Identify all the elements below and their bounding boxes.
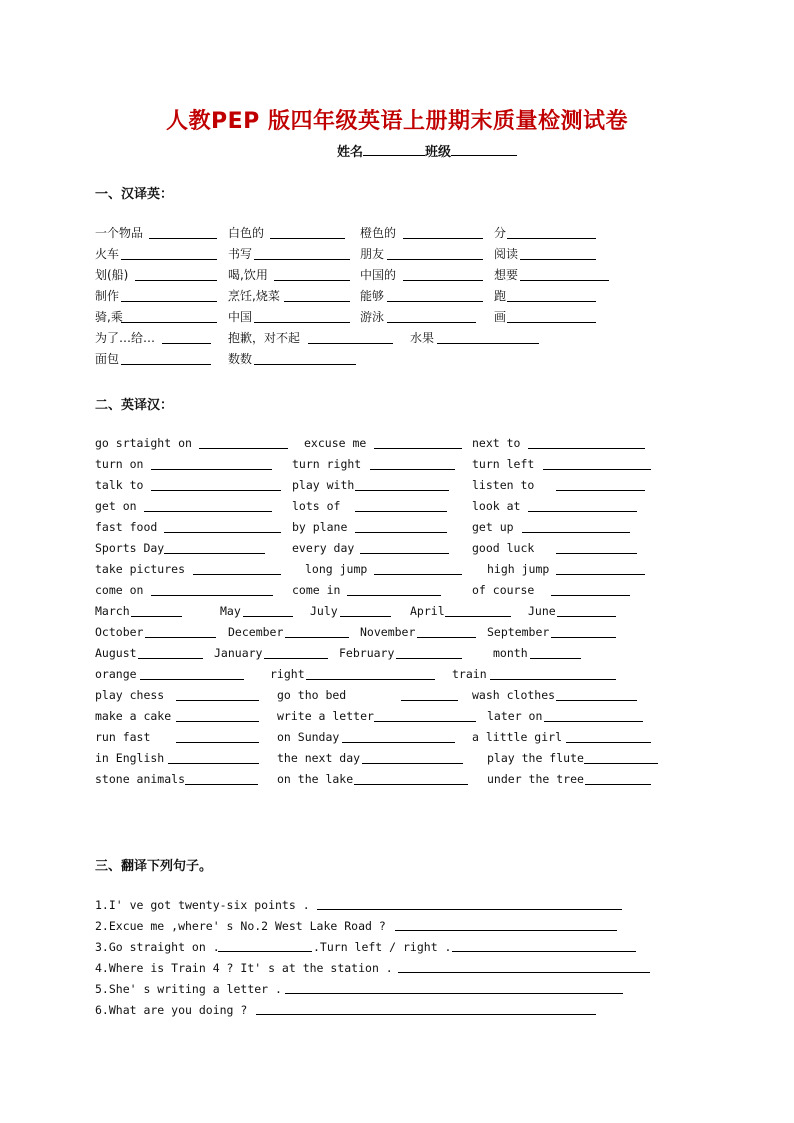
- en-phrase-label: the next day: [277, 751, 361, 765]
- name-label: 姓名: [337, 145, 364, 160]
- cn-word-label: 数数: [228, 352, 253, 366]
- answer-blank[interactable]: [151, 469, 272, 470]
- en-phrase-label: November: [360, 625, 416, 639]
- en-phrase-label: play with: [292, 478, 355, 492]
- en-phrase-label: right: [270, 667, 305, 681]
- en-phrase-label: get on: [95, 499, 137, 513]
- answer-blank[interactable]: [355, 511, 447, 512]
- cn-word-label: 画: [494, 310, 507, 324]
- cn-word-label: 烹饪,烧菜: [228, 289, 280, 303]
- answer-blank[interactable]: [528, 448, 645, 449]
- cn-word-label: 橙色的: [360, 226, 397, 240]
- name-class-line: [337, 141, 517, 160]
- en-phrase-label: under the tree: [487, 772, 584, 786]
- cn-word-label: 水果: [410, 331, 435, 345]
- en-phrase-label: every day: [292, 541, 355, 555]
- answer-blank[interactable]: [176, 721, 259, 722]
- answer-blank[interactable]: [507, 301, 596, 302]
- answer-blank[interactable]: [403, 238, 483, 239]
- answer-blank[interactable]: [185, 784, 258, 785]
- answer-blank[interactable]: [585, 784, 651, 785]
- en-phrase-label: next to: [472, 436, 521, 450]
- cn-word-label: 阅读: [494, 247, 519, 261]
- answer-blank[interactable]: [556, 574, 645, 575]
- en-phrase-label: come in: [292, 583, 341, 597]
- answer-blank[interactable]: [131, 616, 182, 617]
- en-phrase-label: of course: [472, 583, 535, 597]
- answer-blank[interactable]: [530, 658, 581, 659]
- answer-blank[interactable]: [308, 343, 393, 344]
- answer-blank[interactable]: [135, 280, 217, 281]
- en-phrase-label: listen to: [472, 478, 535, 492]
- answer-blank[interactable]: [490, 679, 616, 680]
- answer-blank[interactable]: [387, 259, 483, 260]
- answer-blank[interactable]: [121, 301, 217, 302]
- sentence-1: 1.I' ve got twenty-six points .: [95, 898, 310, 912]
- answer-blank[interactable]: [556, 700, 637, 701]
- answer-blank[interactable]: [199, 448, 288, 449]
- answer-blank[interactable]: [520, 259, 596, 260]
- answer-blank[interactable]: [445, 616, 511, 617]
- answer-blank[interactable]: [176, 742, 259, 743]
- en-phrase-label: April: [410, 604, 445, 618]
- en-phrase-label: lots of: [292, 499, 341, 513]
- answer-blank[interactable]: [164, 532, 281, 533]
- cn-word-label: 骑,乘: [95, 310, 123, 324]
- en-phrase-label: talk to: [95, 478, 144, 492]
- answer-blank[interactable]: [395, 930, 617, 931]
- cn-word-label: 面包: [95, 352, 120, 366]
- cn-word-label: 白色的: [228, 226, 265, 240]
- cn-word-label: 中国: [228, 310, 253, 324]
- answer-blank[interactable]: [151, 490, 281, 491]
- en-phrase-label: go srtaight on: [95, 436, 192, 450]
- class-field[interactable]: [451, 143, 517, 156]
- en-phrase-label: by plane: [292, 520, 348, 534]
- name-field[interactable]: [363, 143, 425, 156]
- answer-blank[interactable]: [528, 511, 637, 512]
- answer-blank[interactable]: [254, 322, 350, 323]
- answer-blank[interactable]: [398, 972, 650, 973]
- answer-blank[interactable]: [556, 490, 645, 491]
- cn-word-label: 游泳: [360, 310, 385, 324]
- answer-blank[interactable]: [243, 616, 293, 617]
- answer-blank[interactable]: [584, 763, 658, 764]
- en-phrase-label: orange: [95, 667, 137, 681]
- answer-blank[interactable]: [285, 637, 349, 638]
- en-phrase-label: turn on: [95, 457, 144, 471]
- en-phrase-label: fast food: [95, 520, 158, 534]
- en-phrase-label: turn left: [472, 457, 535, 471]
- en-phrase-label: wash clothes: [472, 688, 556, 702]
- section-heading-1: 一、汉译英：: [95, 187, 174, 202]
- en-phrase-label: on the lake: [277, 772, 354, 786]
- cn-word-label: 制作: [95, 289, 120, 303]
- en-phrase-label: a little girl: [472, 730, 563, 744]
- answer-blank[interactable]: [145, 637, 216, 638]
- en-phrase-label: high jump: [487, 562, 550, 576]
- answer-blank[interactable]: [144, 511, 272, 512]
- en-phrase-label: June: [528, 604, 556, 618]
- answer-blank[interactable]: [520, 280, 609, 281]
- en-phrase-label: December: [228, 625, 284, 639]
- en-phrase-label: take pictures: [95, 562, 186, 576]
- en-phrase-label: get up: [472, 520, 514, 534]
- en-phrase-label: later on: [487, 709, 543, 723]
- answer-blank[interactable]: [387, 322, 476, 323]
- answer-blank[interactable]: [417, 637, 476, 638]
- en-phrase-label: come on: [95, 583, 144, 597]
- answer-blank[interactable]: [355, 490, 449, 491]
- answer-blank[interactable]: [507, 322, 596, 323]
- answer-blank[interactable]: [544, 721, 643, 722]
- answer-blank[interactable]: [168, 763, 259, 764]
- cn-word-label: 中国的: [360, 268, 397, 282]
- sentence-4: 4.Where is Train 4 ? It' s at the station .: [95, 961, 393, 975]
- answer-blank[interactable]: [355, 532, 447, 533]
- answer-blank[interactable]: [551, 637, 616, 638]
- en-phrase-label: March: [95, 604, 130, 618]
- answer-blank[interactable]: [176, 700, 259, 701]
- answer-blank[interactable]: [256, 1014, 596, 1015]
- answer-blank[interactable]: [218, 951, 312, 952]
- answer-blank[interactable]: [284, 301, 350, 302]
- cn-word-label: 跑: [494, 289, 507, 303]
- answer-blank[interactable]: [149, 238, 217, 239]
- answer-blank[interactable]: [543, 469, 651, 470]
- en-phrase-label: July: [310, 604, 338, 618]
- answer-blank[interactable]: [370, 469, 455, 470]
- en-phrase-label: go tho bed: [277, 688, 347, 702]
- answer-blank[interactable]: [374, 574, 462, 575]
- answer-blank[interactable]: [140, 679, 244, 680]
- answer-blank[interactable]: [138, 658, 203, 659]
- answer-blank[interactable]: [162, 343, 211, 344]
- cn-word-label: 抱歉，对不起: [228, 331, 301, 345]
- section-heading-3: 三、翻译下列句子。: [95, 859, 213, 874]
- answer-blank[interactable]: [556, 553, 637, 554]
- en-phrase-label: February: [339, 646, 395, 660]
- answer-blank[interactable]: [557, 616, 616, 617]
- sentence-3: 3.Go straight on .: [95, 940, 220, 954]
- en-phrase-label: August: [95, 646, 137, 660]
- en-phrase-label: make a cake: [95, 709, 172, 723]
- en-phrase-label: play the flute: [487, 751, 584, 765]
- answer-blank[interactable]: [164, 553, 265, 554]
- sentence-3b: .Turn left / right .: [313, 940, 452, 954]
- answer-blank[interactable]: [151, 595, 273, 596]
- en-phrase-label: on Sunday: [277, 730, 340, 744]
- answer-blank[interactable]: [401, 700, 458, 701]
- en-phrase-label: May: [220, 604, 241, 618]
- en-phrase-label: run fast: [95, 730, 151, 744]
- en-phrase-label: train: [452, 667, 487, 681]
- cn-word-label: 能够: [360, 289, 385, 303]
- answer-blank[interactable]: [551, 595, 630, 596]
- answer-blank[interactable]: [437, 343, 539, 344]
- answer-blank[interactable]: [342, 742, 455, 743]
- answer-blank[interactable]: [360, 553, 449, 554]
- answer-blank[interactable]: [121, 259, 217, 260]
- answer-blank[interactable]: [340, 616, 391, 617]
- sentence-2: 2.Excue me ,where' s No.2 West Lake Road ?: [95, 919, 386, 933]
- en-phrase-label: in English: [95, 751, 165, 765]
- cn-word-label: 想要: [494, 268, 519, 282]
- answer-blank[interactable]: [566, 742, 651, 743]
- en-phrase-label: stone animals: [95, 772, 186, 786]
- cn-word-label: 火车: [95, 247, 120, 261]
- class-label: 班级: [425, 145, 452, 160]
- answer-blank[interactable]: [396, 658, 462, 659]
- answer-blank[interactable]: [193, 574, 281, 575]
- page-title: 人教PEP 版四年级英语上册期末质量检测试卷: [166, 109, 628, 134]
- answer-blank[interactable]: [374, 448, 462, 449]
- en-phrase-label: month: [493, 646, 528, 660]
- cn-word-label: 喝,饮用: [228, 268, 268, 282]
- answer-blank[interactable]: [354, 784, 468, 785]
- answer-blank[interactable]: [254, 364, 356, 365]
- sentence-6: 6.What are you doing ?: [95, 1003, 248, 1017]
- cn-word-label: 朋友: [360, 247, 385, 261]
- answer-blank[interactable]: [285, 993, 623, 994]
- answer-blank[interactable]: [522, 532, 630, 533]
- en-phrase-label: good luck: [472, 541, 535, 555]
- en-phrase-label: play chess: [95, 688, 165, 702]
- answer-blank[interactable]: [121, 364, 211, 365]
- answer-blank[interactable]: [254, 259, 350, 260]
- answer-blank[interactable]: [374, 721, 476, 722]
- cn-word-label: 书写: [228, 247, 253, 261]
- cn-word-label: 一个物品: [95, 226, 144, 240]
- cn-word-label: 为了…给…: [95, 331, 156, 345]
- en-phrase-label: October: [95, 625, 144, 639]
- answer-blank[interactable]: [347, 595, 441, 596]
- answer-blank[interactable]: [121, 322, 217, 323]
- en-phrase-label: September: [487, 625, 550, 639]
- answer-blank[interactable]: [274, 280, 350, 281]
- answer-blank[interactable]: [264, 658, 328, 659]
- cn-word-label: 分: [494, 226, 507, 240]
- cn-word-label: 划(船): [95, 268, 129, 282]
- answer-blank[interactable]: [362, 763, 463, 764]
- answer-blank[interactable]: [452, 951, 636, 952]
- en-phrase-label: Sports Day: [95, 541, 165, 555]
- answer-blank[interactable]: [317, 909, 622, 910]
- answer-blank[interactable]: [403, 280, 483, 281]
- en-phrase-label: January: [214, 646, 263, 660]
- section-heading-2: 二、英译汉：: [95, 398, 174, 413]
- answer-blank[interactable]: [387, 301, 483, 302]
- en-phrase-label: look at: [472, 499, 521, 513]
- answer-blank[interactable]: [270, 238, 345, 239]
- answer-blank[interactable]: [507, 238, 596, 239]
- en-phrase-label: write a letter: [277, 709, 374, 723]
- en-phrase-label: long jump: [305, 562, 368, 576]
- sentence-5: 5.She' s writing a letter .: [95, 982, 282, 996]
- en-phrase-label: excuse me: [304, 436, 367, 450]
- en-phrase-label: turn right: [292, 457, 362, 471]
- answer-blank[interactable]: [306, 679, 435, 680]
